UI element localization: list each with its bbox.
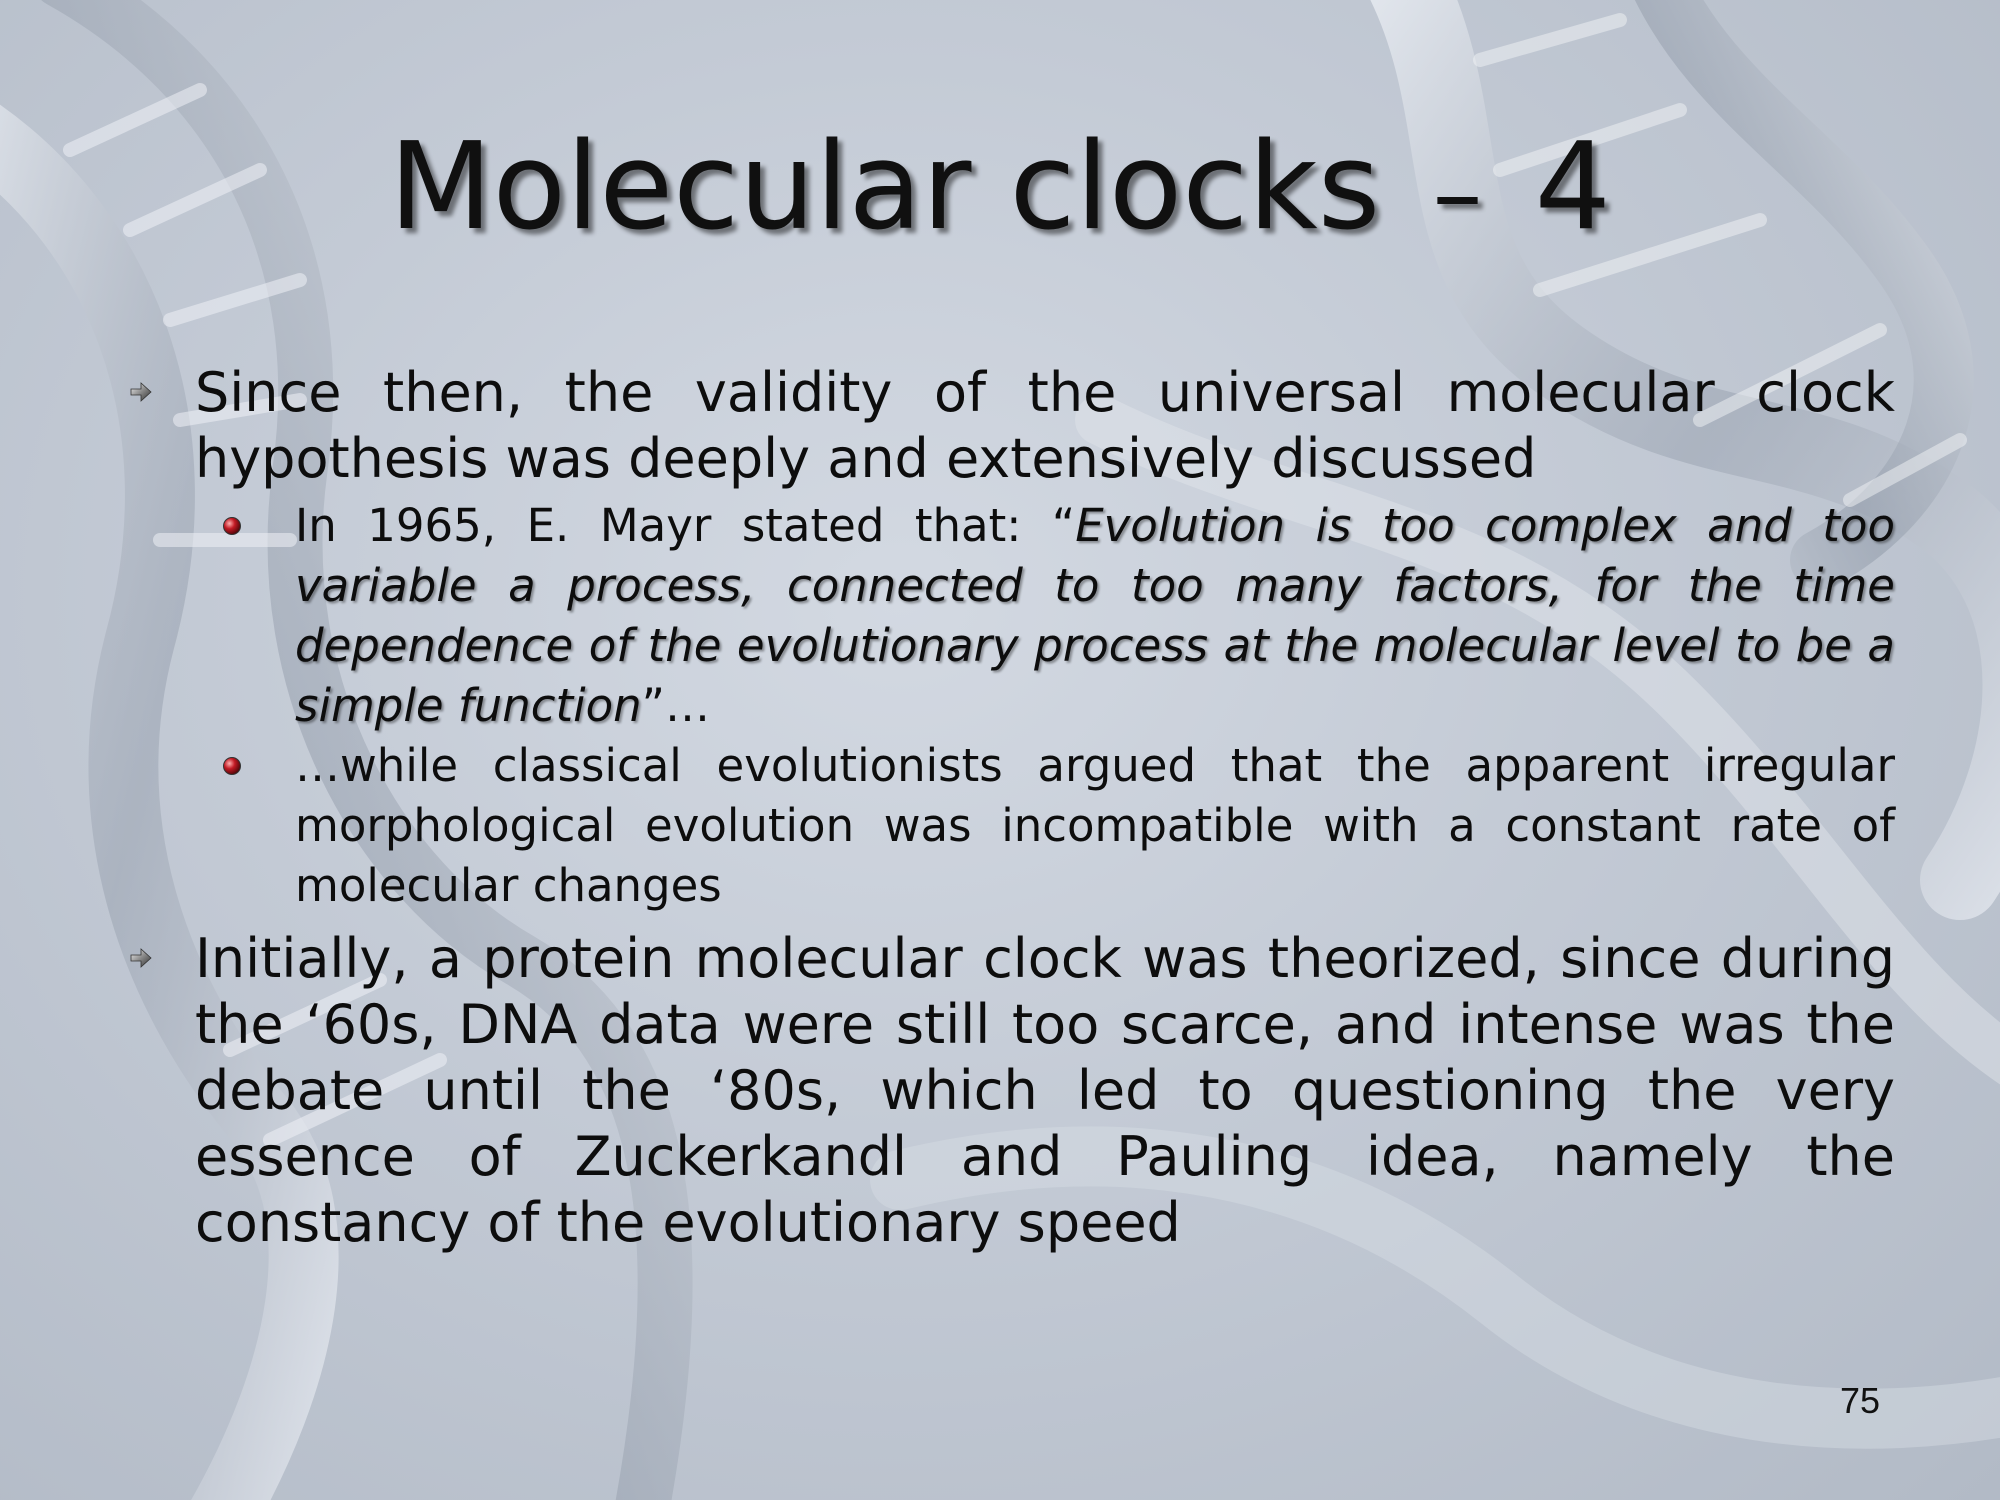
sub-bullet-suffix: ”…: [641, 679, 710, 732]
slide-body: [130, 360, 1895, 1256]
bullet-text: Initially, a protein molecular clock was theorized, since during the ‘60s, DNA data were still too scarce, and intense was the debate until the ‘80s, which led to questioning the very essence of Zuckerkandl and Pauling idea, namely the constancy of the evolutionary speed: [195, 927, 1895, 1254]
red-sphere-bullet-icon: [222, 756, 242, 776]
slide-title: [0, 118, 2000, 264]
bullet-item: [130, 926, 1895, 1256]
title-text: Molecular clocks: [389, 118, 1381, 257]
metallic-arrow-bullet-icon: [130, 947, 152, 969]
bullet-item: [130, 360, 1895, 492]
sub-bullet-prefix: In 1965, E. Mayr stated that: “: [295, 499, 1076, 552]
page-number: 75: [1839, 1380, 1880, 1421]
bullet-text: Since then, the validity of the universal molecular clock hypothesis was deeply and extensively discussed: [195, 361, 1895, 490]
metallic-arrow-bullet-icon: [130, 381, 152, 403]
sub-bullet-item: [130, 736, 1895, 916]
title-separator: –: [1432, 135, 1483, 252]
mayr-quote: Evolution is too complex and too variable a process, connected to too many factors, for the time dependence of the evolutionary process at the molecular level to be a simple function: [295, 499, 1895, 732]
sub-bullet-item: [130, 496, 1895, 736]
title-number: 4: [1534, 118, 1611, 257]
red-sphere-bullet-icon: [222, 516, 242, 536]
sub-bullet-text: …while classical evolutionists argued that the apparent irregular morphological evolution was incompatible with a constant rate of molecular changes: [295, 739, 1895, 912]
sub-bullet-list: [130, 496, 1895, 916]
